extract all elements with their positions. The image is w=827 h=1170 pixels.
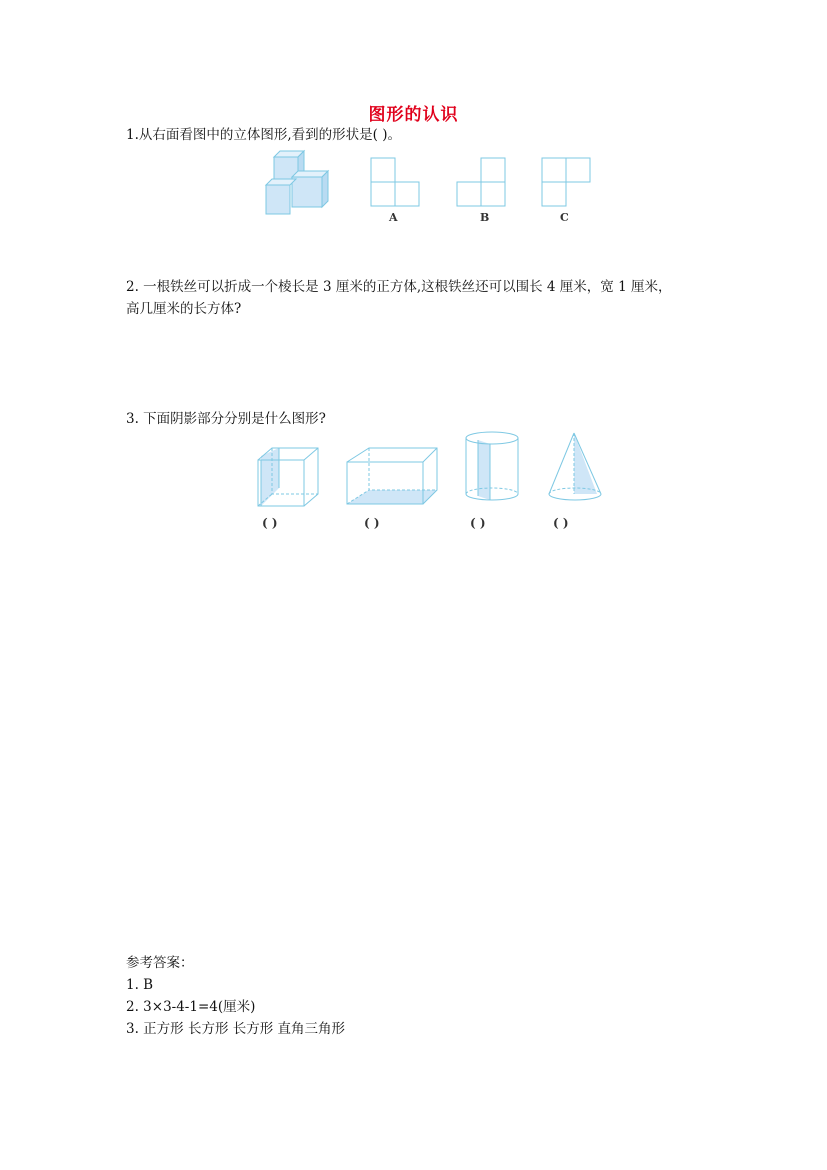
q1-option-b-label: B (480, 211, 490, 224)
q1-option-a-label: A (389, 211, 398, 224)
question-3-text: 3. 下面阴影部分分别是什么图形? (126, 411, 326, 427)
question-2-line-1: 2. 一根铁丝可以折成一个棱长是 3 厘米的正方体,这根铁丝还可以围长 4 厘米，宽 1 厘米， (126, 279, 672, 295)
q3-blank-1: ( ) (262, 516, 278, 530)
answer-2: 2. 3×3-4-1=4(厘米) (126, 999, 256, 1015)
answer-1: 1. B (126, 977, 154, 993)
q1-solid-figure (262, 148, 332, 218)
question-2-line-2: 高几厘米的长方体? (126, 301, 242, 317)
q1-option-c-shape (541, 157, 591, 207)
page-title: 图形的认识 (368, 105, 459, 125)
q3-cylinder-figure (464, 430, 522, 504)
q3-blank-4: ( ) (553, 516, 569, 530)
q3-cube-figure (256, 446, 320, 508)
q3-blank-2: ( ) (364, 516, 380, 530)
q1-option-c-label: C (560, 211, 569, 224)
q3-cone-figure (547, 430, 605, 504)
question-2-text (126, 276, 716, 320)
answer-3: 3. 正方形 长方形 长方形 直角三角形 (126, 1021, 346, 1037)
q3-blank-3: ( ) (470, 516, 486, 530)
q3-cuboid-figure (345, 446, 439, 506)
q1-option-a-shape (370, 157, 420, 207)
q1-option-b-shape (456, 157, 506, 207)
question-1-text: 1.从右面看图中的立体图形,看到的形状是( )。 (126, 127, 401, 143)
answers-heading: 参考答案： (126, 955, 194, 971)
